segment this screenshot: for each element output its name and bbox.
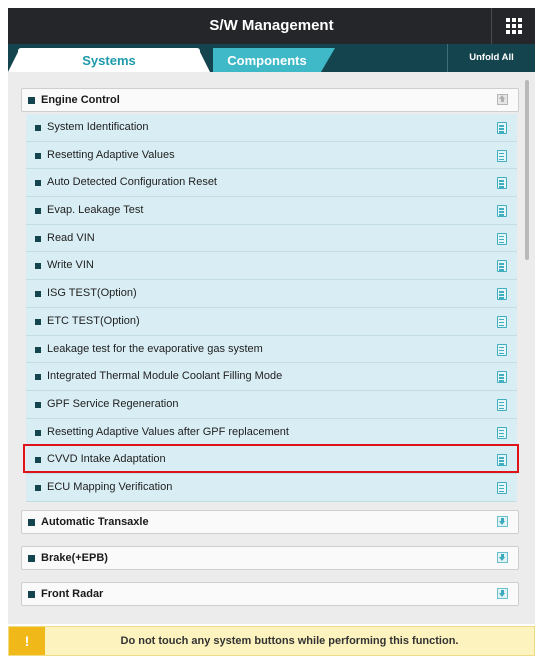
list-item-label: ECU Mapping Verification: [47, 480, 173, 493]
document-icon[interactable]: [497, 482, 507, 494]
list-item-label: Resetting Adaptive Values: [47, 148, 175, 161]
bullet-square-icon: [35, 208, 41, 214]
list-item-isg-test[interactable]: [26, 280, 517, 308]
list-item-label: Evap. Leakage Test: [47, 204, 144, 217]
category-label: Engine Control: [41, 94, 120, 106]
list-item-label: System Identification: [47, 121, 149, 133]
grid-menu-button[interactable]: [491, 8, 535, 44]
list-item-system-identification[interactable]: [26, 114, 517, 142]
category-engine-control[interactable]: [21, 88, 519, 112]
document-icon[interactable]: [497, 260, 507, 272]
document-icon[interactable]: [497, 177, 507, 189]
category-label: Brake(+EPB): [41, 552, 108, 564]
warning-bar: [8, 626, 535, 656]
warning-icon: !: [9, 627, 45, 655]
bullet-square-icon: [35, 236, 41, 242]
bullet-square-icon: [35, 291, 41, 297]
bullet-square-icon: [35, 485, 41, 491]
list-item-label: ISG TEST(Option): [47, 287, 137, 300]
bullet-square-icon: [28, 555, 35, 562]
list-item-evaporative-gas-leakage-test[interactable]: [26, 336, 517, 364]
list-item-label: Write VIN: [47, 259, 94, 272]
unfold-all-button[interactable]: Unfold All: [447, 44, 535, 72]
list-item-auto-detected-configuration-reset[interactable]: [26, 169, 517, 197]
list-item-write-vin[interactable]: [26, 252, 517, 280]
list-item-resetting-adaptive-values[interactable]: [26, 142, 517, 170]
highlight-box: [23, 444, 519, 473]
document-icon[interactable]: [497, 122, 507, 134]
document-icon[interactable]: [497, 344, 507, 356]
category-label: Front Radar: [41, 588, 104, 600]
list-item-label: ETC TEST(Option): [47, 314, 140, 327]
bullet-square-icon: [35, 180, 41, 186]
bullet-square-icon: [35, 402, 41, 408]
collapse-icon[interactable]: [497, 94, 508, 105]
list-item-etc-test[interactable]: [26, 308, 517, 336]
expand-icon[interactable]: [497, 552, 508, 563]
bullet-square-icon: [35, 430, 41, 436]
list-item-label: GPF Service Regeneration: [47, 397, 179, 410]
list-item-evap-leakage-test[interactable]: [26, 197, 517, 225]
list-item-ecu-mapping-verification[interactable]: [26, 474, 517, 502]
tab-components[interactable]: Components: [213, 48, 321, 72]
bullet-square-icon: [35, 125, 41, 131]
document-icon[interactable]: [497, 399, 507, 411]
bullet-square-icon: [35, 347, 41, 353]
tab-bar: [8, 44, 535, 72]
bullet-square-icon: [35, 319, 41, 325]
list-item-gpf-service-regeneration[interactable]: [26, 391, 517, 419]
grid-menu-icon: [506, 18, 522, 34]
warning-message: Do not touch any system buttons while performing this function.: [120, 635, 459, 647]
list-item-itm-coolant-filling-mode[interactable]: [26, 363, 517, 391]
bullet-square-icon: [28, 519, 35, 526]
expand-icon[interactable]: [497, 516, 508, 527]
scrollbar[interactable]: [525, 80, 529, 260]
title-bar: [8, 8, 535, 44]
bullet-square-icon: [28, 591, 35, 598]
category-brake-epb[interactable]: [21, 546, 519, 570]
category-front-radar[interactable]: [21, 582, 519, 606]
list-item-label: Read VIN: [47, 231, 95, 244]
document-icon[interactable]: [497, 288, 507, 300]
bullet-square-icon: [35, 263, 41, 269]
list-item-read-vin[interactable]: [26, 225, 517, 253]
category-automatic-transaxle[interactable]: [21, 510, 519, 534]
list-item-label: CVVD Intake Adaptation: [47, 453, 166, 466]
document-icon[interactable]: [497, 150, 507, 162]
document-icon[interactable]: [497, 205, 507, 217]
bullet-square-icon: [28, 97, 35, 104]
document-icon[interactable]: [497, 427, 507, 439]
document-icon[interactable]: [497, 371, 507, 383]
bullet-square-icon: [35, 153, 41, 159]
document-icon[interactable]: [497, 233, 507, 245]
bullet-square-icon: [35, 374, 41, 380]
list-item-resetting-adaptive-values-gpf[interactable]: [26, 419, 517, 447]
list-item-label: Auto Detected Configuration Reset: [47, 176, 217, 189]
list-item-label: Integrated Thermal Module Coolant Filling Mode: [47, 370, 283, 383]
document-icon[interactable]: [497, 316, 507, 328]
list-item-label: Resetting Adaptive Values after GPF replacement: [47, 425, 289, 438]
expand-icon[interactable]: [497, 588, 508, 599]
page-title: S/W Management: [209, 17, 334, 34]
list-item-label: Leakage test for the evaporative gas system: [47, 342, 263, 355]
tab-systems[interactable]: Systems: [18, 48, 200, 72]
category-label: Automatic Transaxle: [41, 516, 149, 528]
